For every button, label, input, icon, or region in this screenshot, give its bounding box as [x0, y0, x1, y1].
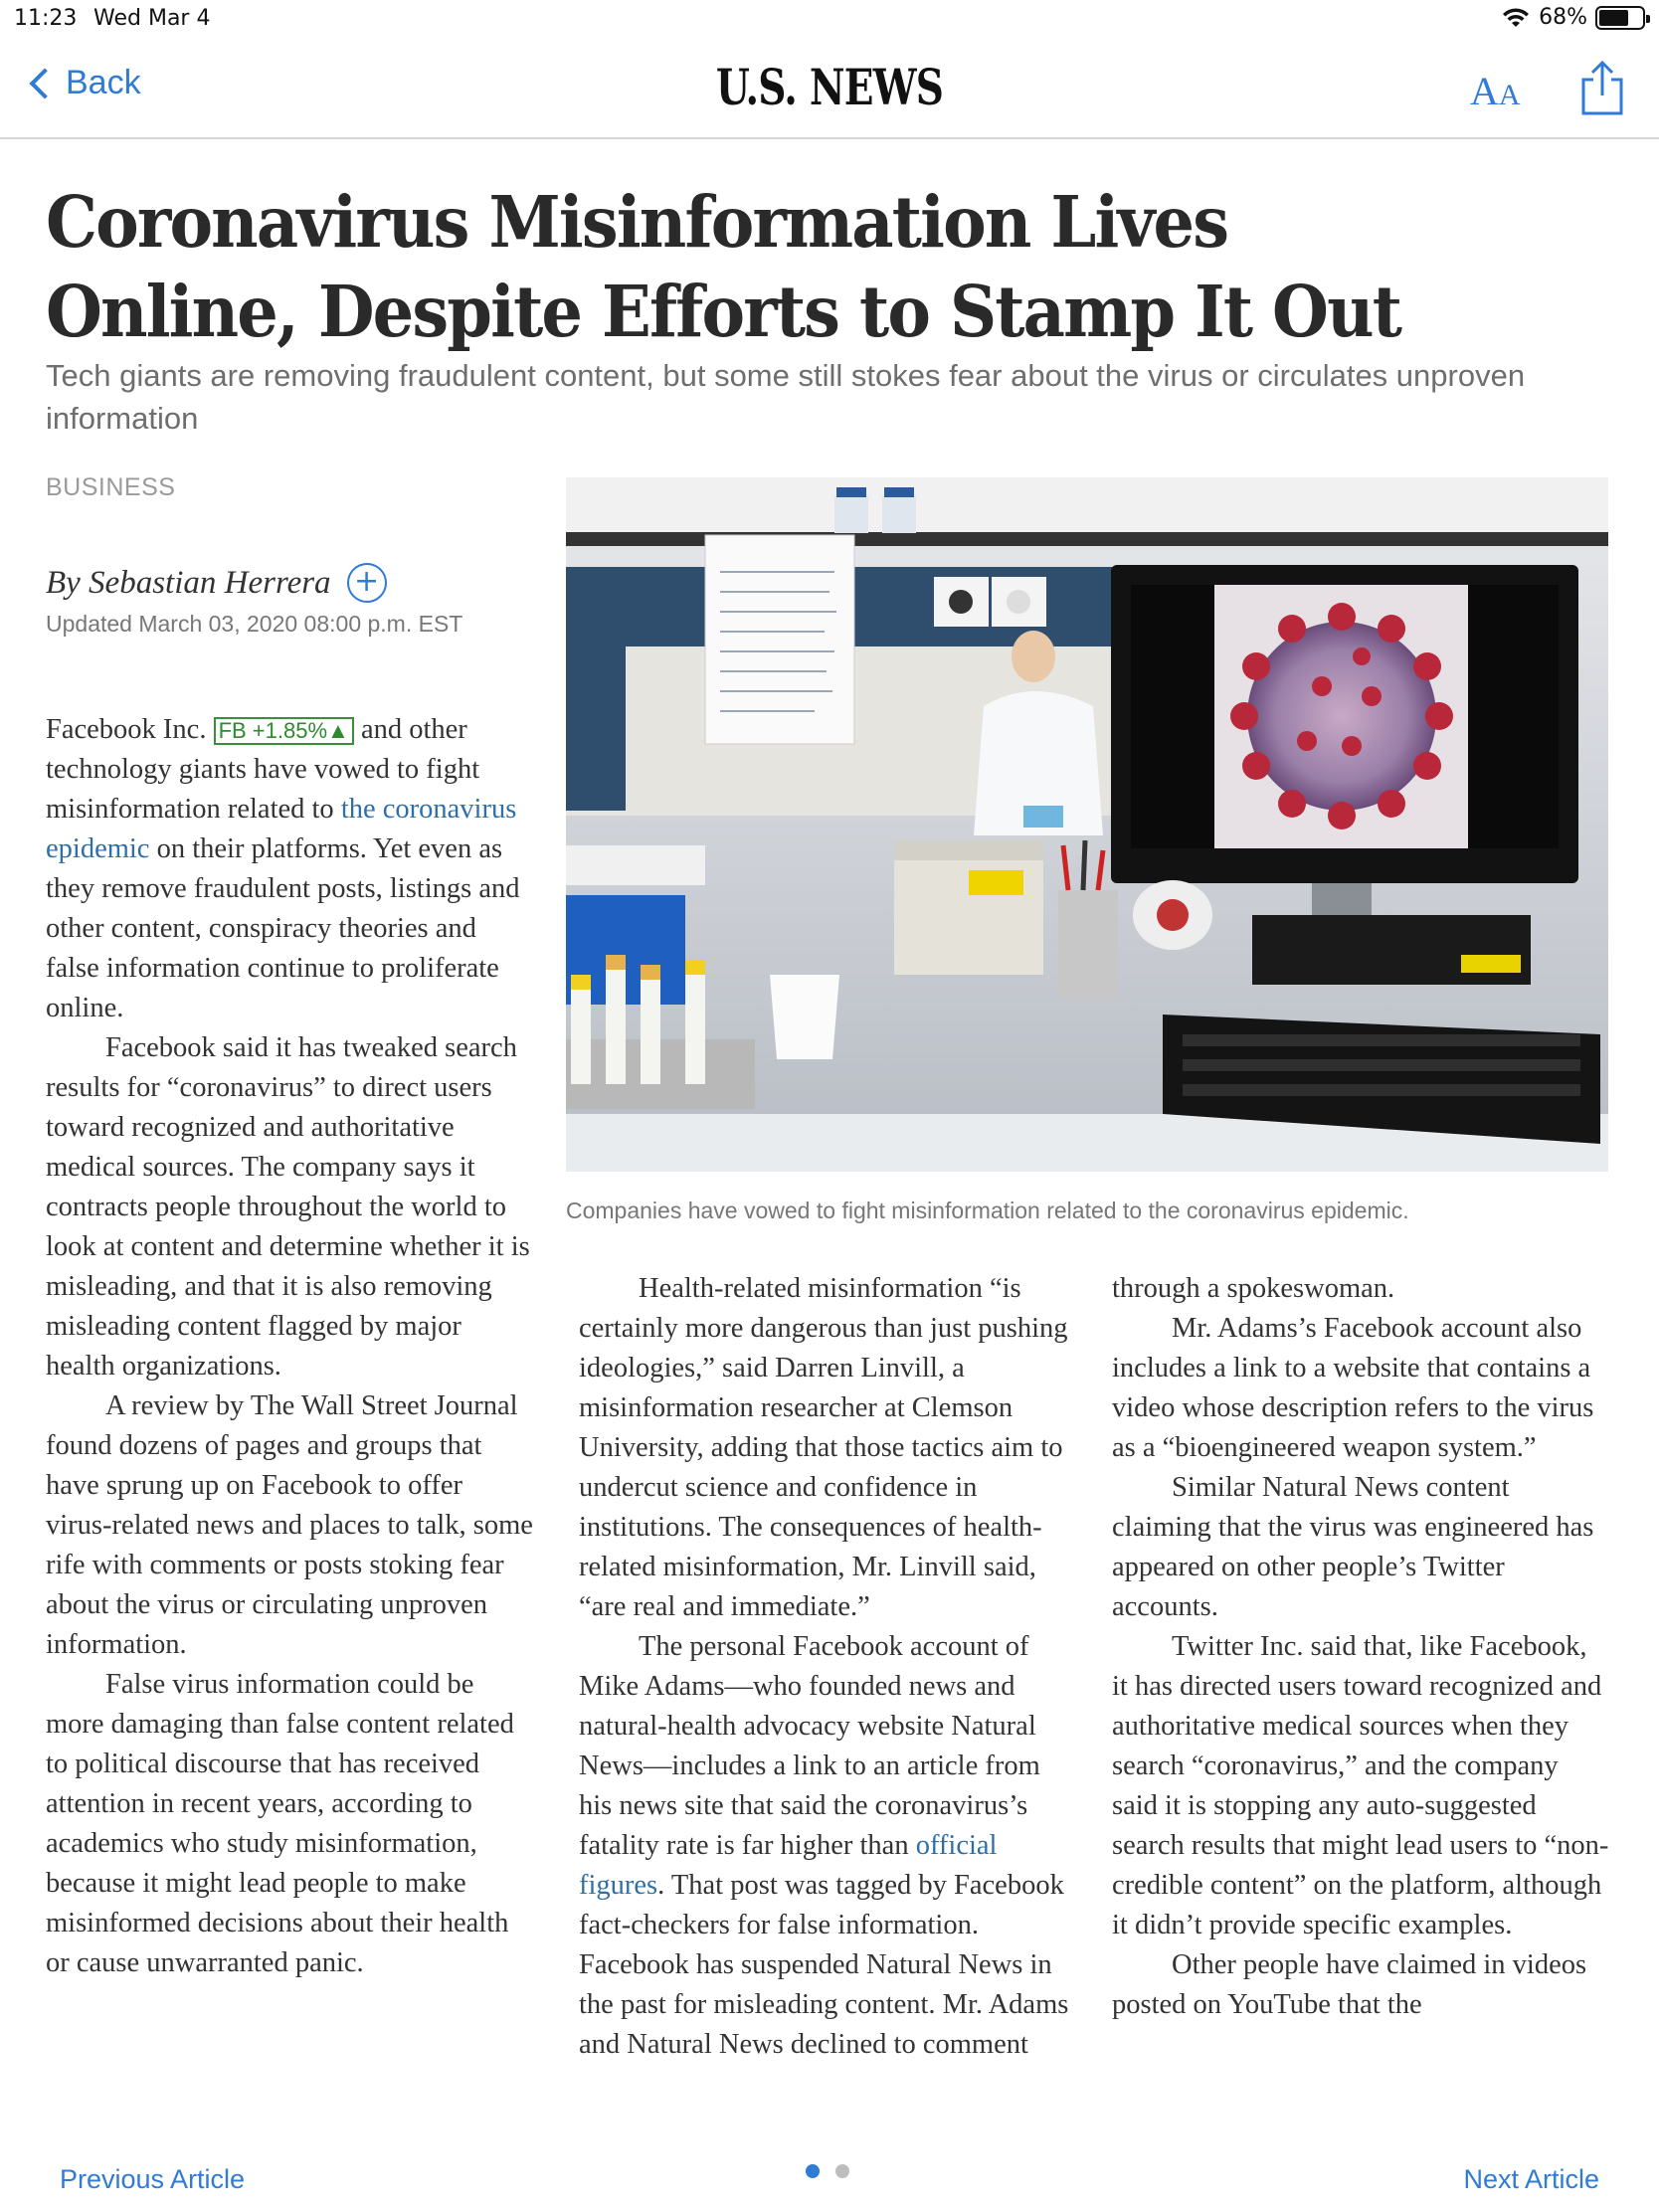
lab-photo-illustration: [566, 477, 1608, 1172]
paragraph-1-start: Facebook Inc.: [46, 714, 214, 745]
battery-percent: 68%: [1539, 5, 1587, 30]
photo-caption: Companies have vowed to fight misinformation related to the coronavirus epidemic.: [566, 1198, 1409, 1223]
paragraph-8: Mr. Adams’s Facebook account also includes a link to a website that contains a video whose description refers to the virus as a “bioengineered weapon system.”: [1112, 1313, 1594, 1463]
official-figures-link[interactable]: official figures: [579, 1830, 998, 1901]
paragraph-4: False virus information could be more damaging than false content related to political discourse that has received attention in recent years, according to academics who study misinformation, because it might lead people to make misinformed decisions about their health or cause unwarranted panic.: [46, 1669, 514, 1978]
status-date: Wed Mar 4: [93, 6, 211, 31]
battery-icon: [1595, 6, 1645, 30]
battery-level: [1599, 10, 1628, 26]
text-size-big: A: [1470, 69, 1499, 113]
paragraph-5: Health-related misinformation “is certainly more dangerous than just pushing ideologies,” said Darren Linvill, a misinformation researcher at Clemson University, adding that those tactics aim to undercut science and confidence in institutions. The consequences of health-related misinformation, Mr. Linvill said, “are real and immediate.”: [579, 1273, 1068, 1622]
coronavirus-epidemic-link[interactable]: the coronavirus epidemic: [46, 794, 517, 864]
follow-author-button[interactable]: +: [347, 563, 387, 603]
article-column-2: [579, 1269, 1076, 2065]
section-label[interactable]: BUSINESS: [46, 473, 176, 501]
back-button[interactable]: [22, 64, 141, 102]
paragraph-10: Twitter Inc. said that, like Facebook, it has directed users toward recognized and authoritative medical sources when they search “coronavirus,” and the company said it is stopping any auto-suggested search results that might lead users to “non-credible content” on the platform, although it didn’t provide specific examples.: [1112, 1631, 1609, 1940]
author-name[interactable]: By Sebastian Herrera: [46, 564, 331, 601]
status-bar: [0, 0, 1659, 40]
paragraph-6: [579, 1627, 1076, 2065]
previous-article-link[interactable]: Previous Article: [60, 2164, 246, 2194]
paragraph-3: A review by The Wall Street Journal found dozens of pages and groups that have sprung up on Facebook to offer virus-related news and places to talk, some rife with comments or posts stoking fear about the virus or circulating unproven information.: [46, 1390, 533, 1660]
share-icon: [1579, 60, 1625, 117]
page-dot-2[interactable]: [835, 2164, 849, 2178]
article-dek: Tech giants are removing fraudulent content, but some still stokes fear about the virus or circulates unproven information: [46, 358, 1526, 436]
next-article-link[interactable]: Next Article: [1463, 2164, 1599, 2194]
paragraph-1: [46, 710, 533, 1028]
paragraph-6-end: . That post was tagged by Facebook fact-checkers for false information. Facebook has suspended Natural News in the past for misleading content. Mr. Adams and Natural News declined to comment: [579, 1870, 1069, 2060]
text-size-button[interactable]: [1470, 68, 1521, 114]
stock-ticker-badge[interactable]: [214, 717, 354, 745]
share-button[interactable]: [1579, 60, 1625, 122]
nav-bar: [0, 40, 1659, 139]
article-headline: Coronavirus Misinformation Lives Online, Despite Efforts to Stamp It Out: [46, 180, 1401, 353]
page-indicator[interactable]: [806, 2164, 849, 2178]
article-column-3: [1112, 1269, 1609, 2025]
page-dot-1[interactable]: [806, 2164, 820, 2178]
paragraph-2: Facebook said it has tweaked search results for “coronavirus” to direct users toward recognized and authoritative medical sources. The company says it contracts people throughout the world to look at content and determine whether it is misleading, and that it is also removing misleading content flagged by major health organizations.: [46, 1032, 530, 1382]
arrow-up-icon: ▲: [327, 718, 349, 743]
paragraph-11: Other people have claimed in videos posted on YouTube that the: [1112, 1949, 1587, 2020]
article-column-1: [46, 710, 533, 1983]
paragraph-1-mid: and other technology giants have vowed to fight misinformation related to: [46, 714, 480, 825]
status-right: [1501, 5, 1645, 30]
chevron-left-icon: [29, 68, 60, 98]
ticker-text: FB +1.85%: [218, 718, 328, 743]
back-label: Back: [66, 64, 141, 101]
text-size-small: A: [1498, 79, 1521, 111]
paragraph-9: Similar Natural News content claiming that the virus was engineered has appeared on other people’s Twitter accounts.: [1112, 1472, 1594, 1622]
paragraph-1-end: on their platforms. Yet even as they remove fraudulent posts, listings and other content, conspiracy theories and false information continue to proliferate online.: [46, 833, 520, 1023]
wifi-icon: [1501, 7, 1531, 29]
paragraph-6-start: The personal Facebook account of Mike Adams—who founded news and natural-health advocacy website Natural News—includes a link to an article from his news site that said the coronavirus’s fatality rate is far higher than: [579, 1631, 1040, 1861]
updated-timestamp: Updated March 03, 2020 08:00 p.m. EST: [46, 611, 463, 637]
status-time: 11:23: [14, 6, 78, 31]
publication-logo: U.S. NEWS: [715, 58, 944, 116]
byline: [46, 563, 387, 603]
article-photo[interactable]: [566, 477, 1608, 1172]
paragraph-7: through a spokeswoman.: [1112, 1273, 1395, 1304]
